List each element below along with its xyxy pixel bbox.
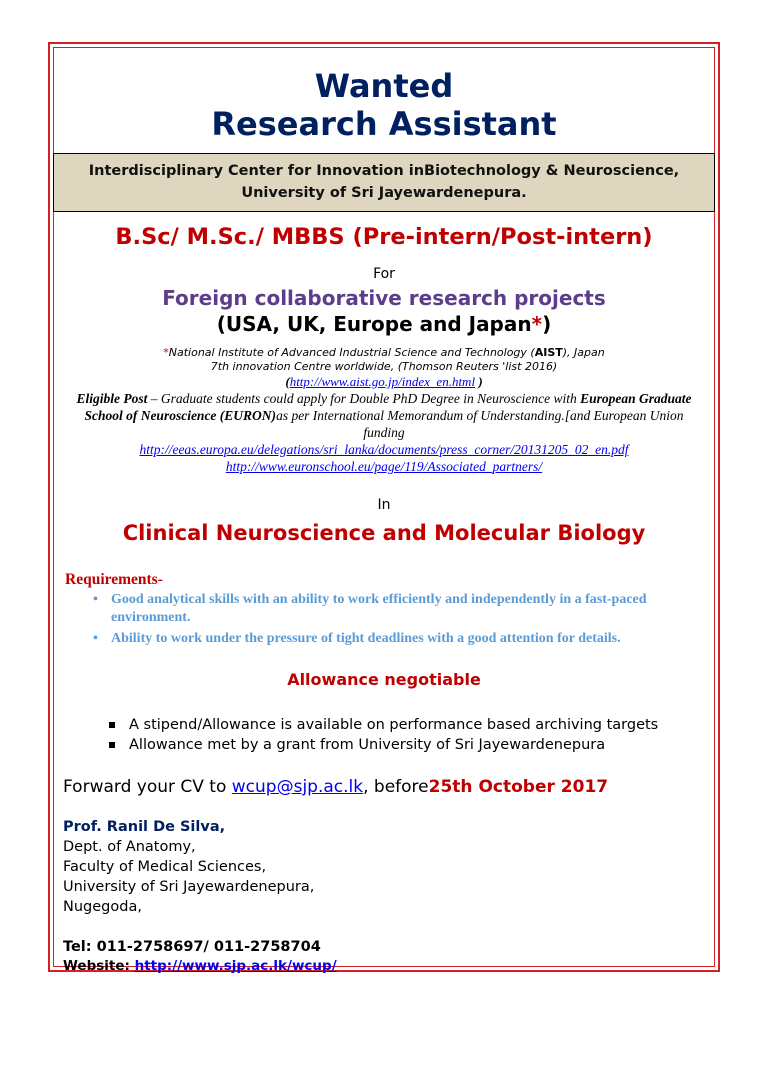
aist-url-close: ) <box>475 374 483 389</box>
contact-block <box>63 817 715 917</box>
bullet-icon: • <box>93 631 98 646</box>
organization-line-2: University of Sri Jayewardenepura. <box>241 185 527 201</box>
aist-abbr: AIST <box>534 346 563 359</box>
aist-url-line <box>53 374 715 390</box>
aist-link[interactable]: http://www.aist.go.jp/index_en.html <box>289 374 476 389</box>
title-line-1: Wanted <box>314 67 454 105</box>
euron-name: European Graduate School of Neuroscience (EURON) <box>84 391 692 423</box>
contact-line: Dept. of Anatomy, <box>63 839 196 855</box>
countries-star: * <box>531 312 543 336</box>
list-item <box>93 591 705 627</box>
for-label: For <box>373 266 395 282</box>
requirement-text: Good analytical skills with an ability to work efficiently and independently in a fast-paced environment. <box>111 592 647 625</box>
list-item <box>93 630 705 648</box>
organization-box <box>53 153 715 212</box>
aist-notes <box>53 346 715 390</box>
website-line <box>63 957 715 975</box>
email-link[interactable]: wcup@sjp.ac.lk <box>231 777 364 797</box>
countries-close: ) <box>542 312 552 336</box>
countries-heading <box>53 312 715 336</box>
eeas-link[interactable]: http://eeas.europa.eu/delegations/sri_lanka/documents/press_corner/20131205_02_en.pdf <box>139 442 629 457</box>
degrees-heading: B.Sc/ M.Sc./ MBBS (Pre-intern/Post-intern) <box>115 224 653 250</box>
field-heading: Clinical Neuroscience and Molecular Biology <box>122 521 646 545</box>
contact-line: Faculty of Medical Sciences, <box>63 859 267 875</box>
contact-line: University of Sri Jayewardenepura, <box>63 879 315 895</box>
aist-text-b: ), Japan <box>562 346 605 359</box>
innovation-line: 7th innovation Centre worldwide, (Thomson Reuters 'list 2016) <box>210 360 558 373</box>
poster <box>53 47 715 975</box>
foreign-projects-heading: Foreign collaborative research projects <box>162 286 606 310</box>
bullet-icon: • <box>93 592 98 607</box>
poster-title <box>53 67 715 143</box>
contact-line: Nugegoda, <box>63 899 142 915</box>
countries-text: (USA, UK, Europe and Japan <box>216 312 532 336</box>
aist-line <box>53 346 715 360</box>
forward-middle: , before <box>363 777 429 797</box>
contact-name: Prof. Ranil De Silva, <box>63 819 226 835</box>
eligible-text-a: – Graduate students could apply for Double PhD Degree in Neuroscience with <box>147 391 581 406</box>
list-item <box>109 715 715 735</box>
deadline: 25th October 2017 <box>428 777 609 797</box>
square-bullet-icon <box>109 742 115 748</box>
requirements-title: Requirements- <box>65 571 163 588</box>
requirements-list <box>53 591 715 648</box>
eligible-text-b: as per International Memorandum of Understanding.[and European Union funding <box>276 408 684 440</box>
euron-link[interactable]: http://www.euronschool.eu/page/119/Associated_partners/ <box>225 459 543 474</box>
stipend-list <box>53 715 715 755</box>
stipend-text: A stipend/Allowance is available on performance based archiving targets <box>129 717 659 733</box>
requirement-text: Ability to work under the pressure of tight deadlines with a good attention for details. <box>111 631 621 646</box>
forward-prefix: Forward your CV to <box>63 777 232 797</box>
aist-star: * <box>163 346 169 359</box>
eligible-post-paragraph <box>53 390 715 475</box>
website-label: Website: <box>63 958 135 974</box>
telephone: Tel: 011-2758697/ 011-2758704 <box>63 939 321 955</box>
in-label: In <box>377 497 391 513</box>
square-bullet-icon <box>109 722 115 728</box>
allowance-heading: Allowance negotiable <box>287 670 481 689</box>
organization-line-1: Interdisciplinary Center for Innovation inBiotechnology & Neuroscience, <box>88 163 680 179</box>
title-line-2: Research Assistant <box>211 105 557 143</box>
forward-cv-line <box>63 777 715 797</box>
list-item <box>109 735 715 755</box>
aist-url-open: ( <box>285 374 290 389</box>
aist-text-a: National Institute of Advanced Industrial Science and Technology ( <box>168 346 535 359</box>
website-link[interactable]: http://www.sjp.ac.lk/wcup/ <box>134 958 337 974</box>
eligible-label: Eligible Post <box>76 391 148 406</box>
stipend-text: Allowance met by a grant from University of Sri Jayewardenepura <box>129 737 606 753</box>
